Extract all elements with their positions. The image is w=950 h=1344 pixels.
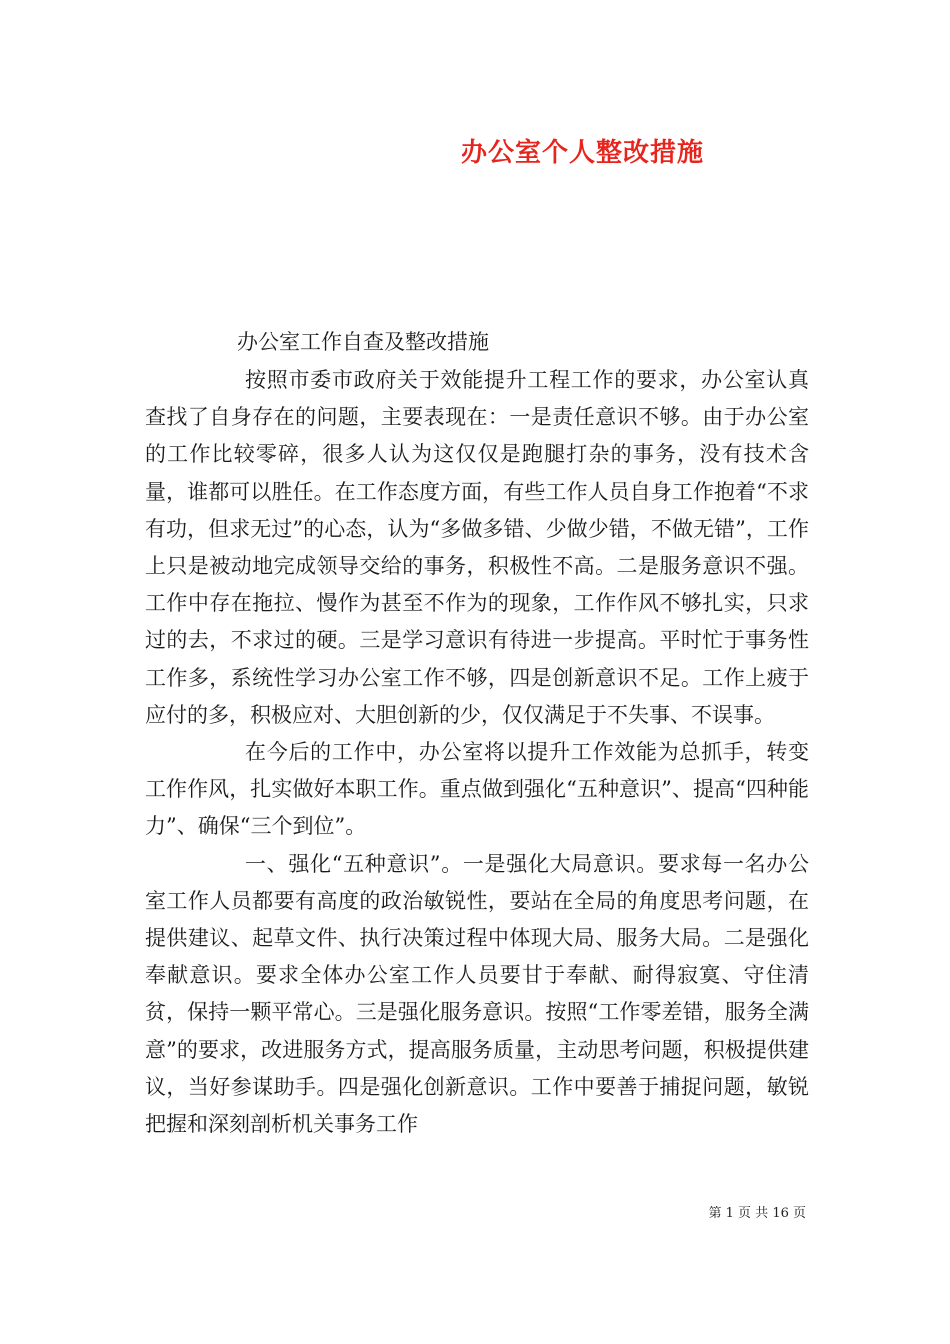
paragraph: 一、强化“五种意识”。一是强化大局意识。要求每一名办公室工作人员都要有高度的政治敏锐性，要站在全局的角度思考问题，在提供建议、起草文件、执行决策过程中体现大局、服务大局。二是强化奉献意识。要求全体办公室工作人员要甘于奉献、耐得寂寞、守住清贫，保持一颗平常心。三是强化服务意识。按照“工作零差错，服务全满意”的要求，改进服务方式，提高服务质量，主动思考问题，积极提供建议，当好参谋助手。四是强化创新意识。工作中要善于捕捉问题，敏锐把握和深刻剖析机关事务工作	[145, 851, 809, 1137]
page-number-footer: 第 1 页 共 16 页	[708, 1206, 806, 1221]
document-body	[145, 362, 809, 1143]
document-subtitle: 办公室工作自查及整改措施	[237, 330, 489, 354]
paragraph: 在今后的工作中，办公室将以提升工作效能为总抓手，转变工作作风，扎实做好本职工作。重点做到强化“五种意识”、提高“四种能力”、确保“三个到位”。	[145, 740, 809, 839]
paragraph: 按照市委市政府关于效能提升工程工作的要求，办公室认真查找了自身存在的问题，主要表现在：一是责任意识不够。由于办公室的工作比较零碎，很多人认为这仅仅是跑腿打杂的事务，没有技术含量，谁都可以胜任。在工作态度方面，有些工作人员自身工作抱着“不求有功，但求无过”的心态，认为“多做多错、少做少错，不做无错”，工作上只是被动地完成领导交给的事务，积极性不高。二是服务意识不强。工作中存在拖拉、慢作为甚至不作为的现象，工作作风不够扎实，只求过的去，不求过的硬。三是学习意识有待进一步提高。平时忙于事务性工作多，系统性学习办公室工作不够，四是创新意识不足。工作上疲于应付的多，积极应对、大胆创新的少，仅仅满足于不失事、不误事。	[145, 368, 809, 727]
document-title: 办公室个人整改措施	[460, 138, 704, 168]
